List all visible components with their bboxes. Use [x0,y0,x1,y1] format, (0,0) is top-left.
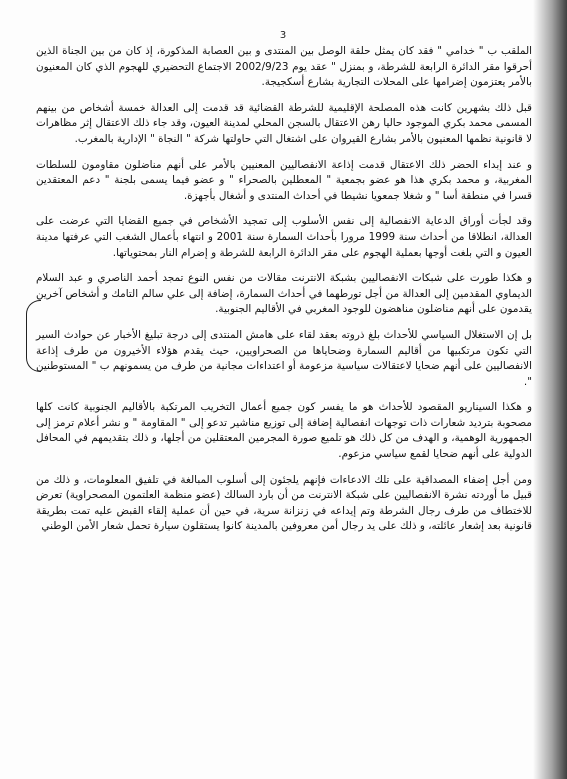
paragraph: قبل ذلك بشهرين كانت هذه المصلحة الإقليمية للشرطة القضائية قد قدمت إلى العدالة خمسة أشخاص من بينهم المسمى محمد بكري الموجود حاليا رهن الاعتقال بالسجن المحلي لمدينة العيون، وقد جاء ذلك الاعتقال إثر مظاهرات لا قانونية نظمها المعنيون بالأمر بشارع القيروان على اشتغال التي حاولتها شركة " النجاة " الإدارية بالمغرب. [36,101,532,145]
paragraph: و هكذا السيناريو المقصود للأحداث هو ما يفسر كون جميع أعمال التخريب المرتكبة بالأقاليم الجنوبية كانت كلها مصحوبة بترديد شعارات ذات توجهات انفصالية إضافة إلى توزيع مناشير تدعو إلى " المقاومة " و نشر أعلام ترمز إلى الجمهورية الوهمية، و الهدف من كل ذلك هو تلميع صورة المجرمين المعتقلين من أجلها، و ذلك بتقديمهم في المحافل الدولية على أنهم ضحايا لقمع سياسي مزعوم. [36,401,532,461]
document-body [36,44,532,545]
paragraph: الملقب ب " خدامي " فقد كان يمثل حلقة الوصل بين المنتدى و بين العصابة المذكورة، إذ كان من بين الجناة الذين أحرقوا مقر الدائرة الرابعة للشرطة، و بمنزل " عقد يوم 2002/9/23 الاجتماع التحضيري للهجوم الذي كان المعنيون بالأمر يعتزمون إضرامها على المحلات التجارية بشارع أسكجيجة. [36,45,532,89]
paragraph: و عند إبداء الحضر ذلك الاعتقال قدمت إذاعة الانفصاليين المعنيين بالأمر على أنهم مناضلون مقاومون للسلطات المغربية، و محمد بكري هذا هو عضو بجمعية " المعطلين بالصحراء " و عضو فيما يسمى بلجنة " دعم المعتقدين قسرا في منطقة أسا " و شغلا جمعويا نشيطا في أحداث المنتدى و أشغال بأجهزة. [36,158,532,202]
paragraph: وقد لجأت أوراق الدعاية الانفصالية إلى نفس الأسلوب إلى تمجيد الأشخاص في جميع القضايا التي عرضت على العدالة، انطلاقا من أحداث سنة 1999 مرورا بأحداث السمارة سنة 2001 و انتهاء بأعمال الشغب التي عرفتها مدينة العيون و التي بلغت أوجها بعملية الهجوم على مقر الدائرة الرابعة للشرطة و إضرام النار بمحتوياتها. [36,215,532,259]
page-number: 3 [279,30,287,41]
scan-edge-shadow [533,0,567,779]
paragraph: بل إن الاستغلال السياسي للأحداث بلغ ذروته بعقد لقاء على هامش المنتدى إلى درجة تبليغ الأخبار عن حوادث السير التي تكون مرتكبيها من أقاليم السمارة وضحاياها من الصحراويين، حيث يقدم هؤلاء الأخيرون من طرف إذاعة الانفصاليين على أنهم ضحايا لاعتقالات سياسية مزعومة أو اعتداءات مجانية من طرف من يسمونهم ب " المستوطنين ". [36,328,532,388]
paragraph: ومن أجل إضفاء المصداقية على تلك الادعاءات فإنهم يلجئون إلى أسلوب المبالغة في تلفيق المعلومات، و ذلك من قبيل ما أوردته نشرة الانفصاليين على شبكة الانترنت من أن بارد السالك (عضو منظمة العلتمون المصحراوية) تعرض للاختطاف من طرف رجال الشرطة وتم إيداعه في زنزانة سرية، في حين أن عملية إلقاء القبض عليه تمت بطريقة قانونية بعد إشعار عائلته، و ذلك على يد رجال أمن معروفين بالمدينة كانوا يستقلون سيارة تحمل شعار الأمن الوطني [36,473,532,533]
paragraph: و هكذا طورت على شبكات الانفصاليين بشبكة الانترنت مقالات من نفس النوع تمجد أحمد الناصري و عبد السلام الديماوي المقدمين إلى العدالة من أجل تورطهما في أحداث السمارة، إضافة إلى علي سالم التامك و أشخاص آخرين يقدمون على أنهم مناضلون مناهضون للوجود المغربي في الأقاليم الجنوبية. [36,272,532,316]
